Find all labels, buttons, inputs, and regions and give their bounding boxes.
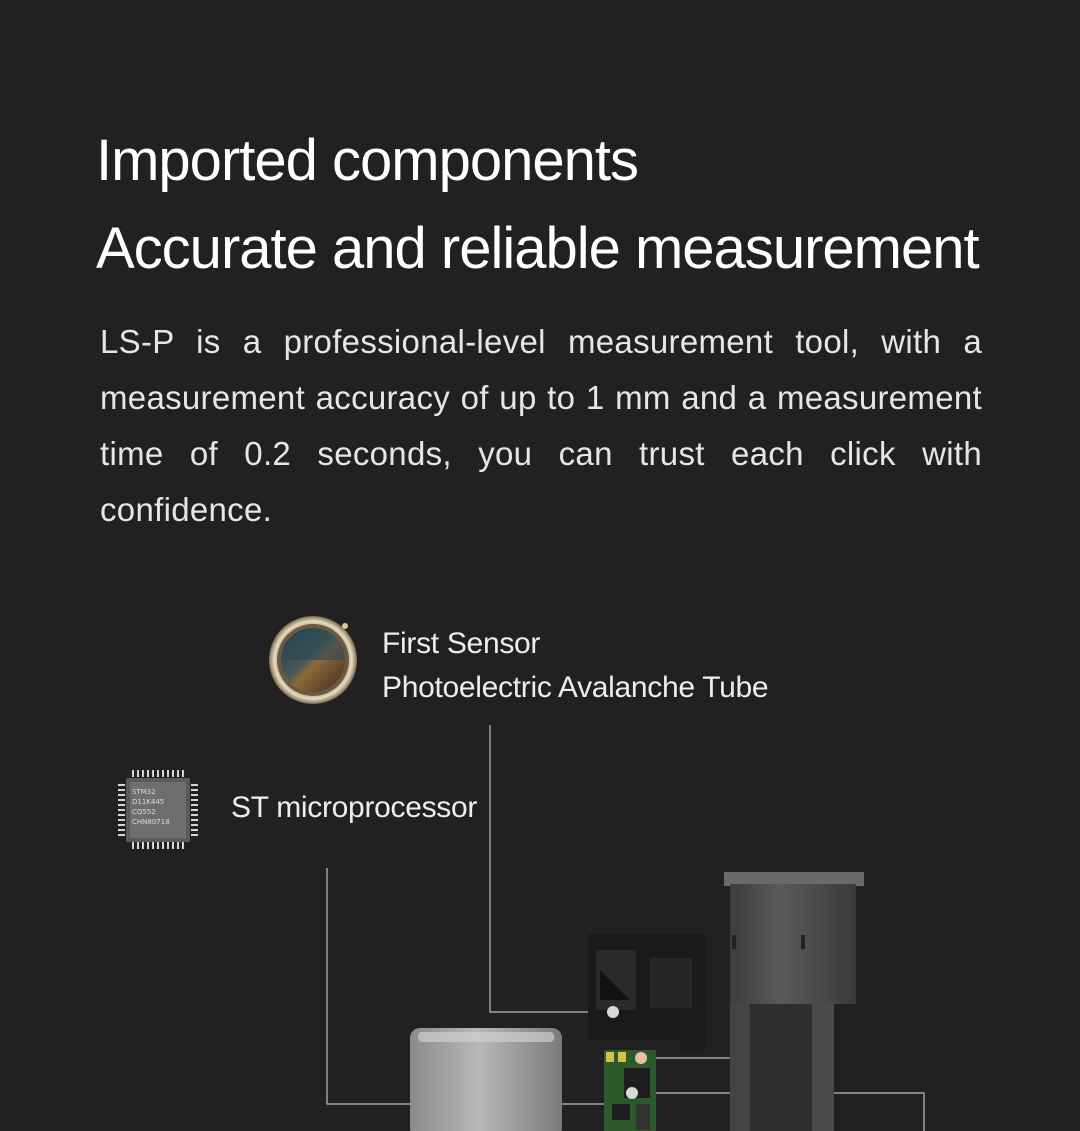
sensor-leader-dot [607, 1006, 619, 1018]
right-leader-dot-2 [626, 1087, 638, 1099]
microchip-icon [118, 770, 198, 849]
chip-pin [118, 814, 125, 816]
chip-pin [191, 794, 198, 796]
chip-pin [147, 842, 149, 849]
chip-pin [191, 814, 198, 816]
headline-line-2: Accurate and reliable measurement [96, 216, 979, 281]
chip-pin [157, 770, 159, 777]
chip-pin [177, 770, 179, 777]
chip-pin [182, 770, 184, 777]
chip-pin [118, 809, 125, 811]
chip-pin [118, 824, 125, 826]
chip-marking-4: CHN80718 [132, 818, 170, 826]
chip-pin [157, 842, 159, 849]
silver-case-part [410, 1028, 562, 1131]
chip-pin [118, 804, 125, 806]
chip-pin [137, 842, 139, 849]
chip-pin [182, 842, 184, 849]
chip-pin [147, 770, 149, 777]
sensor-subtitle: Photoelectric Avalanche Tube [382, 671, 769, 704]
chip-pin [132, 842, 134, 849]
chip-pin [172, 770, 174, 777]
chip-pin [191, 809, 198, 811]
chip-pin [152, 770, 154, 777]
optical-block-part [588, 934, 706, 1052]
right-leader-dot-1 [635, 1052, 647, 1064]
chip-pin [118, 794, 125, 796]
chip-pin [191, 819, 198, 821]
tall-housing-part [724, 872, 864, 1131]
chip-marking-3: CQ552 [132, 808, 156, 816]
chip-pin [191, 829, 198, 831]
photodiode-sensor-icon [269, 616, 357, 704]
chip-pin [172, 842, 174, 849]
chip-pin [118, 819, 125, 821]
chip-pin [118, 799, 125, 801]
chip-pin [191, 804, 198, 806]
chip-pin [167, 842, 169, 849]
chip-pin [137, 770, 139, 777]
processor-label: ST microprocessor [231, 791, 478, 824]
chip-pin [191, 824, 198, 826]
chip-pin [118, 829, 125, 831]
chip-marking-2: D11K445 [132, 798, 165, 806]
sensor-title: First Sensor [382, 627, 541, 660]
chip-pin [142, 770, 144, 777]
chip-pin [162, 770, 164, 777]
chip-pin [191, 784, 198, 786]
chip-pin [191, 834, 198, 836]
chip-pin [118, 789, 125, 791]
chip-pin [167, 770, 169, 777]
chip-pin [162, 842, 164, 849]
chip-marking-1: STM32 [132, 788, 156, 796]
chip-pin [142, 842, 144, 849]
chip-pin [118, 834, 125, 836]
chip-pin [118, 784, 125, 786]
chip-pin [191, 799, 198, 801]
description-paragraph: LS-P is a professional-level measurement tool, with a measurement accuracy of up to 1 mm and a measurement time of 0.2 seconds, you can trust each click with confidence. [100, 323, 982, 528]
chip-pin [152, 842, 154, 849]
headline-line-1: Imported components [96, 128, 638, 193]
chip-pin [191, 789, 198, 791]
chip-pin [132, 770, 134, 777]
chip-pin [177, 842, 179, 849]
